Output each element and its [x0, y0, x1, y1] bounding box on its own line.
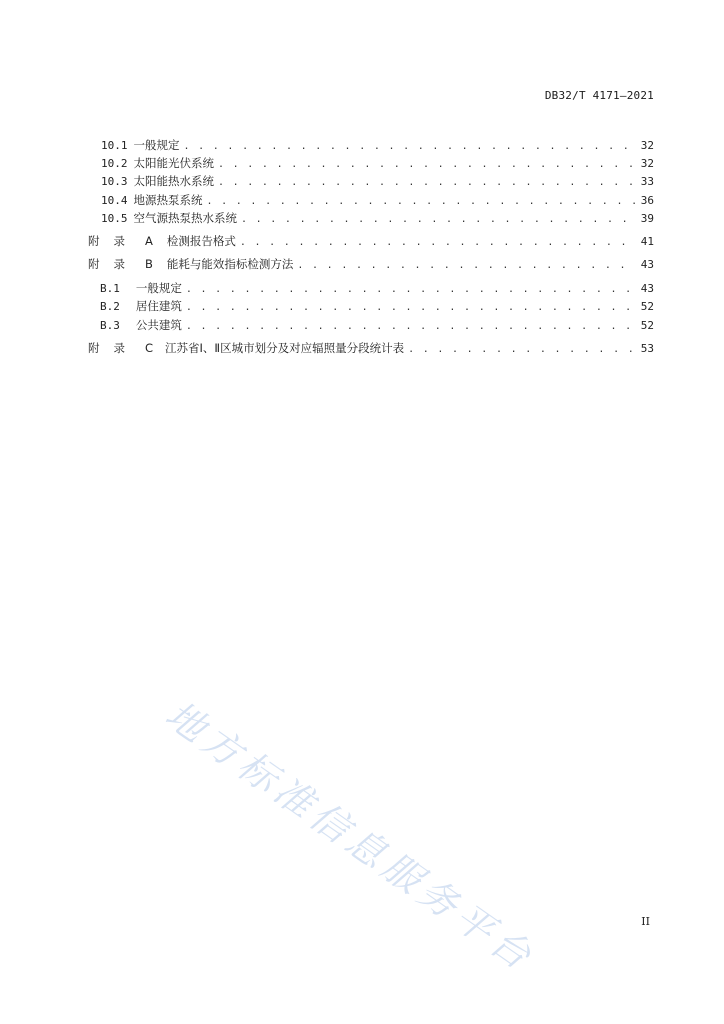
toc-dot-leader	[218, 175, 636, 191]
toc-entry-page: 39	[640, 212, 654, 225]
page-number: II	[641, 915, 650, 928]
toc-entry-number: 10.1	[101, 139, 128, 152]
toc-entry[interactable]	[101, 173, 654, 189]
standard-number-header: DB32/T 4171—2021	[544, 89, 654, 102]
toc-entry-title: 居住建筑	[135, 299, 182, 313]
appendix-word: 录	[113, 341, 125, 355]
toc-entry-number: 10.3	[101, 175, 128, 188]
appendix-prefix: 附	[88, 341, 100, 355]
toc-entry[interactable]	[101, 155, 654, 171]
toc-entry-number: 10.2	[101, 157, 128, 170]
toc-entry-page: 32	[640, 139, 654, 152]
toc-dot-leader	[240, 235, 636, 251]
toc-appendix-entry[interactable]	[88, 256, 654, 272]
toc-entry-number: 10.4	[101, 194, 128, 207]
toc-entry-page: 32	[640, 157, 654, 170]
toc-entry-page: 52	[640, 300, 654, 313]
toc-entry-title: 公共建筑	[135, 318, 182, 332]
toc-dot-leader	[297, 258, 636, 274]
toc-dot-leader	[184, 139, 637, 155]
toc-entry[interactable]	[101, 137, 654, 153]
toc-entry-title: 地源热泵系统	[133, 193, 203, 207]
toc-entry-page: 43	[640, 258, 654, 271]
toc-entry-title: 检测报告格式	[166, 234, 236, 248]
toc-entry-number: B.3	[100, 319, 120, 332]
toc-dot-leader	[241, 212, 636, 228]
toc-entry[interactable]	[101, 192, 654, 208]
toc-entry[interactable]	[101, 210, 654, 226]
appendix-word: 录	[113, 257, 125, 271]
toc-entry-page: 41	[640, 235, 654, 248]
toc-entry-title: 能耗与能效指标检测方法	[166, 257, 294, 271]
toc-appendix-entry[interactable]	[88, 233, 654, 249]
toc-dot-leader	[186, 282, 636, 298]
toc-entry-title: 一般规定	[135, 281, 182, 295]
toc-entry-title: 太阳能光伏系统	[133, 156, 214, 170]
toc-dot-leader	[218, 157, 636, 173]
toc-entry-title: 江苏省Ⅰ、Ⅱ区城市划分及对应辐照量分段统计表	[165, 341, 405, 355]
toc-entry-number: B.2	[100, 300, 120, 313]
appendix-letter: B	[145, 257, 153, 271]
toc-dot-leader	[408, 342, 636, 358]
appendix-word: 录	[113, 234, 125, 248]
toc-entry-title: 太阳能热水系统	[133, 174, 214, 188]
toc-entry-page: 33	[640, 175, 654, 188]
toc-dot-leader	[186, 300, 636, 316]
toc-entry-page: 43	[640, 282, 654, 295]
toc-entry-title: 空气源热泵热水系统	[133, 211, 237, 225]
toc-dot-leader	[207, 194, 637, 210]
appendix-prefix: 附	[88, 234, 100, 248]
toc-entry-page: 52	[640, 319, 654, 332]
toc-dot-leader	[186, 319, 636, 335]
platform-watermark: 地方标准信息服务平台	[157, 692, 544, 981]
toc-entry[interactable]	[100, 280, 654, 296]
toc-appendix-entry[interactable]	[88, 340, 654, 356]
toc-entry[interactable]	[100, 317, 654, 333]
toc-entry-number: 10.5	[101, 212, 128, 225]
toc-entry-title: 一般规定	[133, 138, 180, 152]
appendix-prefix: 附	[88, 257, 100, 271]
toc-entry-page: 36	[640, 194, 654, 207]
appendix-letter: A	[145, 234, 153, 248]
appendix-letter: C	[145, 341, 154, 355]
toc-entry-number: B.1	[100, 282, 120, 295]
toc-entry[interactable]	[100, 298, 654, 314]
toc-entry-page: 53	[640, 342, 654, 355]
